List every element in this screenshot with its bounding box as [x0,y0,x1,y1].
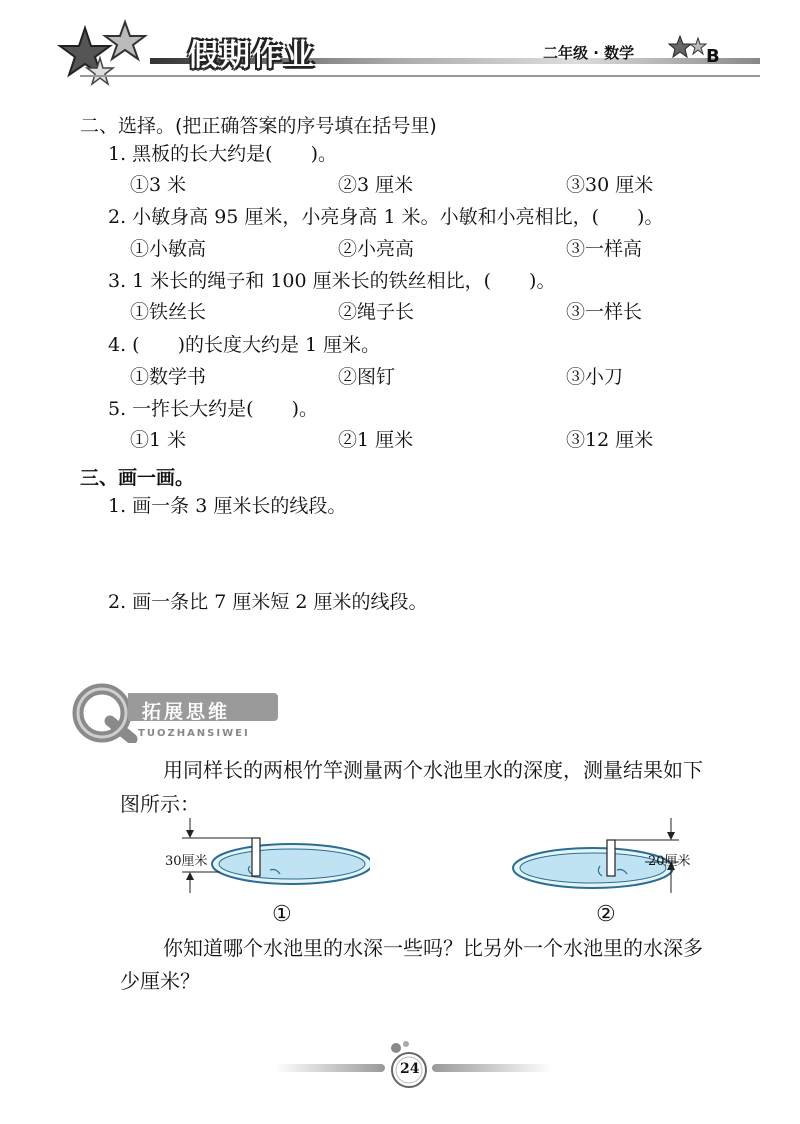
q1-option-3: ③30 厘米 [566,174,654,196]
extension-title: 拓展思维 [142,701,231,723]
header-grade-subject: 二年级 · 数学 [543,44,635,62]
q2-option-1: ①小敏高 [130,238,207,260]
extension-question-line1: 你知道哪个水池里的水深一些吗？比另外一个水池里的水深多 [163,936,703,960]
q1-option-1: ①3 米 [130,174,187,196]
q3-option-2: ②绳子长 [338,301,415,323]
q2-option-2: ②小亮高 [338,238,415,260]
question-1: 1. 黑板的长大约是( )。 [108,143,337,165]
question-4: 4. ( )的长度大约是 1 厘米。 [108,334,381,356]
section3-heading: 三、画一画。 [80,467,195,489]
extension-paragraph-line2: 图所示： [120,792,200,816]
q2-option-3: ③一样高 [566,238,643,260]
q1-option-2: ②3 厘米 [338,174,414,196]
header-badge: B [706,46,720,67]
q5-option-1: ①1 米 [130,429,187,451]
figure2-depth-label: 20厘米 [648,854,691,869]
q5-option-2: ②1 厘米 [338,429,414,451]
header [0,0,800,100]
section2-heading: 二、选择。(把正确答案的序号填在括号里) [80,115,437,137]
draw-item-1: 1. 画一条 3 厘米长的线段。 [108,495,347,517]
footer-bar-right [432,1064,552,1072]
header-rule [80,75,760,77]
draw-item-2: 2. 画一条比 7 厘米短 2 厘米的线段。 [108,591,428,613]
extension-question-line2: 少厘米？ [120,969,200,993]
figure1-depth-label: 30厘米 [165,854,208,869]
footer-bar-left [275,1064,385,1072]
q3-option-3: ③一样长 [566,301,643,323]
q5-option-3: ③12 厘米 [566,429,654,451]
question-5: 5. 一拃长大约是( )。 [108,398,318,420]
header-title: 假期作业 [188,38,316,73]
q3-option-1: ①铁丝长 [130,301,207,323]
q4-option-2: ②图钉 [338,366,396,388]
q4-option-3: ③小刀 [566,366,624,388]
figure1-number: ① [272,902,292,927]
extension-banner [70,683,285,743]
figure2-number: ② [596,902,616,927]
extension-paragraph-line1: 用同样长的两根竹竿测量两个水池里水的深度，测量结果如下 [163,758,703,782]
question-2: 2. 小敏身高 95 厘米，小亮身高 1 米。小敏和小亮相比，( )。 [108,206,664,228]
page-number: 24 [400,1061,420,1077]
question-3: 3. 1 米长的绳子和 100 厘米长的铁丝相比，( )。 [108,270,556,292]
extension-subtitle: TUOZHANSIWEI [138,728,250,739]
q4-option-1: ①数学书 [130,366,207,388]
